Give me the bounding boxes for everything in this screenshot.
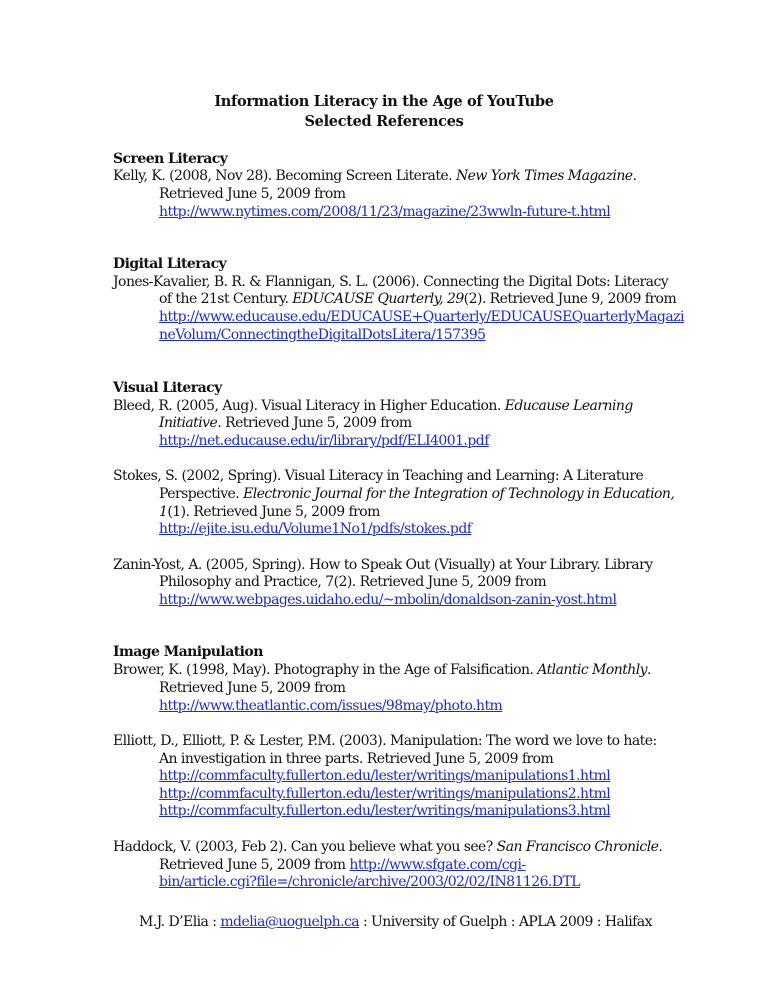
reference-elliott-line2: An investigation in three parts. Retrieved June 5, 2009 from bbox=[159, 751, 554, 767]
reference-brower-retrieved: Retrieved June 5, 2009 from bbox=[159, 680, 346, 696]
reference-kelly-retrieved: Retrieved June 5, 2009 from bbox=[159, 186, 346, 202]
reference-haddock-line2: Retrieved June 5, 2009 from http://www.sfgate.com/cgi- bbox=[159, 857, 526, 873]
reference-stokes-line2: Perspective. Electronic Journal for the Integration of Technology in Education, bbox=[159, 486, 675, 502]
reference-stokes-link-line bbox=[159, 520, 471, 538]
reference-bleed-link-line bbox=[159, 432, 489, 450]
reference-jones-kavalier-link-line2 bbox=[159, 326, 486, 344]
bleed-link[interactable]: http://net.educause.edu/ir/library/pdf/ELI4001.pdf bbox=[159, 433, 489, 449]
stokes-link[interactable]: http://ejite.isu.edu/Volume1No1/pdfs/stokes.pdf bbox=[159, 521, 472, 537]
reference-kelly: Kelly, K. (2008, Nov 28). Becoming Screen Literate. New York Times Magazine. bbox=[113, 168, 637, 184]
document-subtitle: Selected References bbox=[304, 113, 464, 130]
reference-brower-link-line bbox=[159, 697, 502, 715]
reference-jones-kavalier: Jones-Kavalier, B. R. & Flannigan, S. L. (2006). Connecting the Digital Dots: Literacy bbox=[113, 274, 669, 290]
reference-elliott: Elliott, D., Elliott, P. & Lester, P.M. (2003). Manipulation: The word we love to hate: bbox=[113, 733, 657, 749]
document-title: Information Literacy in the Age of YouTube bbox=[214, 93, 554, 110]
reference-stokes-line3: 1(1). Retrieved June 5, 2009 from bbox=[159, 504, 380, 520]
section-heading-digital-literacy: Digital Literacy bbox=[113, 256, 227, 272]
section-heading-visual-literacy: Visual Literacy bbox=[113, 380, 222, 396]
reference-elliott-link-line2 bbox=[159, 785, 610, 803]
reference-zanin-yost-link-line bbox=[159, 591, 616, 609]
elliott-link-1[interactable]: http://commfaculty.fullerton.edu/lester/writings/manipulations1.html bbox=[159, 768, 611, 784]
elliott-link-3[interactable]: http://commfaculty.fullerton.edu/lester/writings/manipulations3.html bbox=[159, 803, 611, 819]
reference-elliott-link-line3 bbox=[159, 802, 610, 820]
reference-zanin-yost-line2: Philosophy and Practice, 7(2). Retrieved June 5, 2009 from bbox=[159, 574, 547, 590]
reference-zanin-yost: Zanin-Yost, A. (2005, Spring). How to Speak Out (Visually) at Your Library. Library bbox=[113, 557, 653, 573]
reference-kelly-link-line bbox=[159, 203, 610, 221]
kelly-link[interactable]: http://www.nytimes.com/2008/11/23/magazine/23wwln-future-t.html bbox=[159, 204, 611, 220]
section-heading-screen-literacy: Screen Literacy bbox=[113, 151, 228, 167]
page-footer: M.J. D’Elia : mdelia@uoguelph.ca : University of Guelph : APLA 2009 : Halifax bbox=[139, 914, 652, 930]
footer-email-link[interactable]: mdelia@uoguelph.ca bbox=[220, 914, 360, 930]
reference-jones-kavalier-link-line1 bbox=[159, 308, 684, 326]
jones-kavalier-link-part1[interactable]: http://www.educause.edu/EDUCAUSE+Quarterly/EDUCAUSEQuarterlyMagazi bbox=[159, 309, 684, 325]
reference-bleed-line2: Initiative. Retrieved June 5, 2009 from bbox=[159, 415, 412, 431]
reference-stokes: Stokes, S. (2002, Spring). Visual Literacy in Teaching and Learning: A Literature bbox=[113, 468, 644, 484]
reference-bleed: Bleed, R. (2005, Aug). Visual Literacy in Higher Education. Educause Learning bbox=[113, 398, 633, 414]
reference-haddock-link-line2 bbox=[159, 873, 580, 891]
reference-haddock: Haddock, V. (2003, Feb 2). Can you believe what you see? San Francisco Chronicle. bbox=[113, 839, 663, 855]
zanin-yost-link[interactable]: http://www.webpages.uidaho.edu/~mbolin/donaldson-zanin-yost.html bbox=[159, 592, 617, 608]
reference-elliott-link-line1 bbox=[159, 767, 610, 785]
haddock-link-part1[interactable]: http://www.sfgate.com/cgi- bbox=[349, 857, 526, 873]
haddock-link-part2[interactable]: bin/article.cgi?file=/chronicle/archive/2003/02/02/IN81126.DTL bbox=[159, 874, 581, 890]
elliott-link-2[interactable]: http://commfaculty.fullerton.edu/lester/writings/manipulations2.html bbox=[159, 786, 611, 802]
reference-jones-kavalier-line2: of the 21st Century. EDUCAUSE Quarterly, 29(2). Retrieved June 9, 2009 from bbox=[159, 291, 677, 307]
section-heading-image-manipulation: Image Manipulation bbox=[113, 644, 263, 660]
brower-link[interactable]: http://www.theatlantic.com/issues/98may/photo.htm bbox=[159, 698, 503, 714]
reference-brower: Brower, K. (1998, May). Photography in the Age of Falsification. Atlantic Monthly. bbox=[113, 662, 651, 678]
jones-kavalier-link-part2[interactable]: neVolum/ConnectingtheDigitalDotsLitera/157395 bbox=[159, 327, 486, 343]
